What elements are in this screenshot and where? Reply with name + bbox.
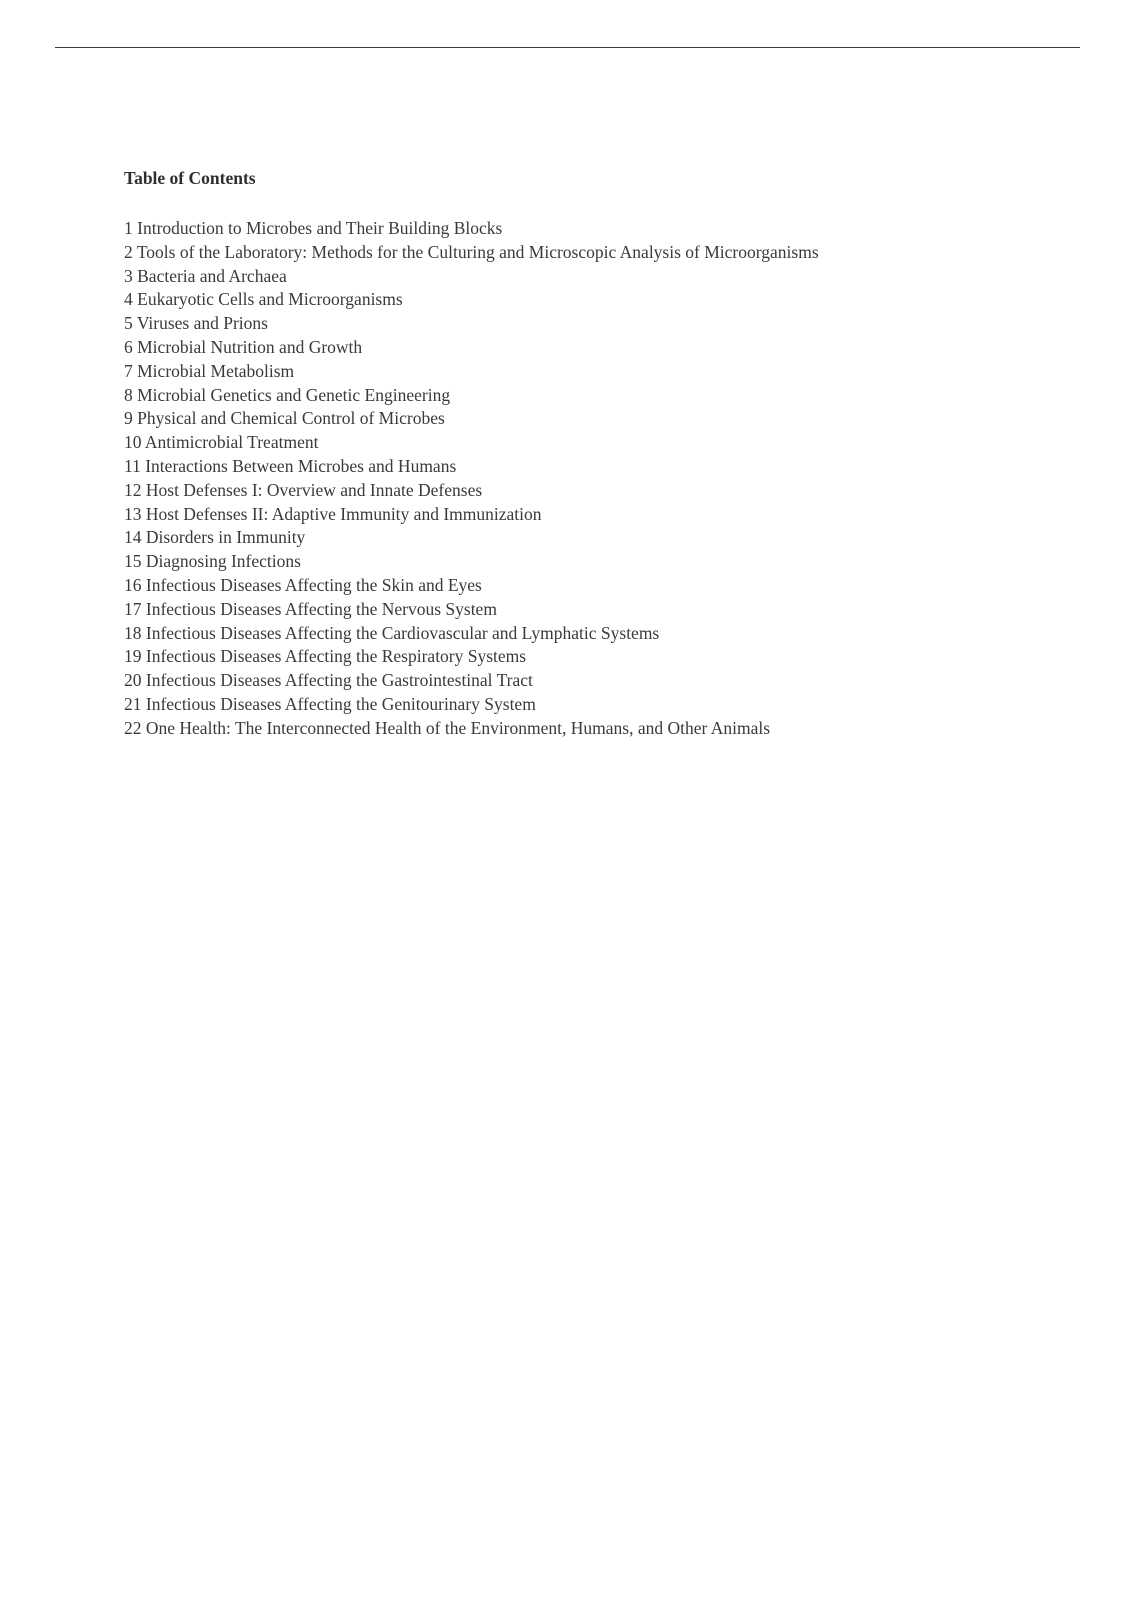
- chapter-title: Eukaryotic Cells and Microorganisms: [137, 289, 403, 310]
- chapter-number: 5: [124, 313, 133, 334]
- chapter-number: 21: [124, 693, 142, 714]
- chapter-number: 13: [124, 503, 142, 524]
- page-content: [124, 168, 1084, 741]
- chapter-title: Infectious Diseases Affecting the Cardiovascular and Lymphatic Systems: [145, 622, 660, 643]
- chapter-number: 8: [124, 384, 133, 405]
- chapter-title: Physical and Chemical Control of Microbes: [137, 408, 445, 429]
- chapter-title: Antimicrobial Treatment: [144, 432, 319, 453]
- chapter-number: 22: [124, 717, 142, 738]
- chapter-number: 17: [124, 598, 142, 619]
- chapter-title: Microbial Nutrition and Growth: [137, 336, 363, 357]
- toc-entry: [124, 384, 1084, 408]
- toc-entry: [124, 407, 1084, 431]
- chapter-number: 10: [124, 432, 142, 453]
- toc-entry: [124, 550, 1084, 574]
- toc-entry: [124, 503, 1084, 527]
- chapter-title: One Health: The Interconnected Health of the Environment, Humans, and Other Animals: [145, 717, 771, 738]
- chapter-title: Infectious Diseases Affecting the Nervous System: [145, 598, 497, 619]
- toc-entry: [124, 336, 1084, 360]
- chapter-title: Tools of the Laboratory: Methods for the Culturing and Microscopic Analysis of Microorganisms: [136, 241, 819, 262]
- chapter-number: 7: [124, 360, 133, 381]
- chapter-number: 6: [124, 336, 133, 357]
- toc-entry: [124, 360, 1084, 384]
- toc-entry: [124, 265, 1084, 289]
- chapter-number: 3: [124, 265, 133, 286]
- chapter-title: Infectious Diseases Affecting the Gastrointestinal Tract: [145, 670, 533, 691]
- chapter-title: Infectious Diseases Affecting the Genitourinary System: [145, 693, 536, 714]
- chapter-title: Host Defenses I: Overview and Innate Defenses: [145, 479, 483, 500]
- chapter-title: Viruses and Prions: [136, 313, 268, 334]
- toc-entry: [124, 312, 1084, 336]
- chapter-number: 2: [124, 241, 133, 262]
- toc-entry: [124, 622, 1084, 646]
- toc-entry: [124, 574, 1084, 598]
- top-rule-divider: [55, 47, 1080, 48]
- chapter-number: 20: [124, 670, 142, 691]
- chapter-number: 14: [124, 527, 142, 548]
- chapter-title: Introduction to Microbes and Their Building Blocks: [137, 218, 503, 238]
- chapter-number: 1: [124, 218, 133, 238]
- toc-entry: [124, 288, 1084, 312]
- toc-entry: [124, 669, 1084, 693]
- chapter-title: Diagnosing Infections: [145, 551, 301, 572]
- chapter-number: 19: [124, 646, 142, 667]
- chapter-title: Infectious Diseases Affecting the Respiratory Systems: [145, 646, 527, 667]
- chapter-number: 16: [124, 574, 142, 595]
- chapter-number: 4: [124, 289, 133, 310]
- chapter-number: 11: [124, 455, 141, 476]
- chapter-title: Disorders in Immunity: [145, 527, 306, 548]
- toc-entry: [124, 645, 1084, 669]
- chapter-title: Infectious Diseases Affecting the Skin and Eyes: [145, 574, 482, 595]
- toc-entry: [124, 693, 1084, 717]
- chapter-number: 9: [124, 408, 133, 429]
- chapter-title: Microbial Genetics and Genetic Engineering: [137, 384, 451, 405]
- toc-entry: [124, 217, 1084, 241]
- chapter-title: Microbial Metabolism: [137, 360, 295, 381]
- toc-list: [124, 217, 1084, 741]
- toc-entry: [124, 431, 1084, 455]
- toc-entry: [124, 598, 1084, 622]
- chapter-number: 15: [124, 551, 142, 572]
- toc-entry: [124, 455, 1084, 479]
- chapter-title: Interactions Between Microbes and Humans: [145, 455, 457, 476]
- toc-entry: [124, 241, 1084, 265]
- toc-entry: [124, 479, 1084, 503]
- chapter-number: 18: [124, 622, 142, 643]
- toc-entry: [124, 717, 1084, 741]
- chapter-title: Bacteria and Archaea: [137, 265, 287, 286]
- toc-entry: [124, 526, 1084, 550]
- chapter-title: Host Defenses II: Adaptive Immunity and Immunization: [145, 503, 542, 524]
- chapter-number: 12: [124, 479, 142, 500]
- toc-heading: Table of Contents: [124, 168, 256, 188]
